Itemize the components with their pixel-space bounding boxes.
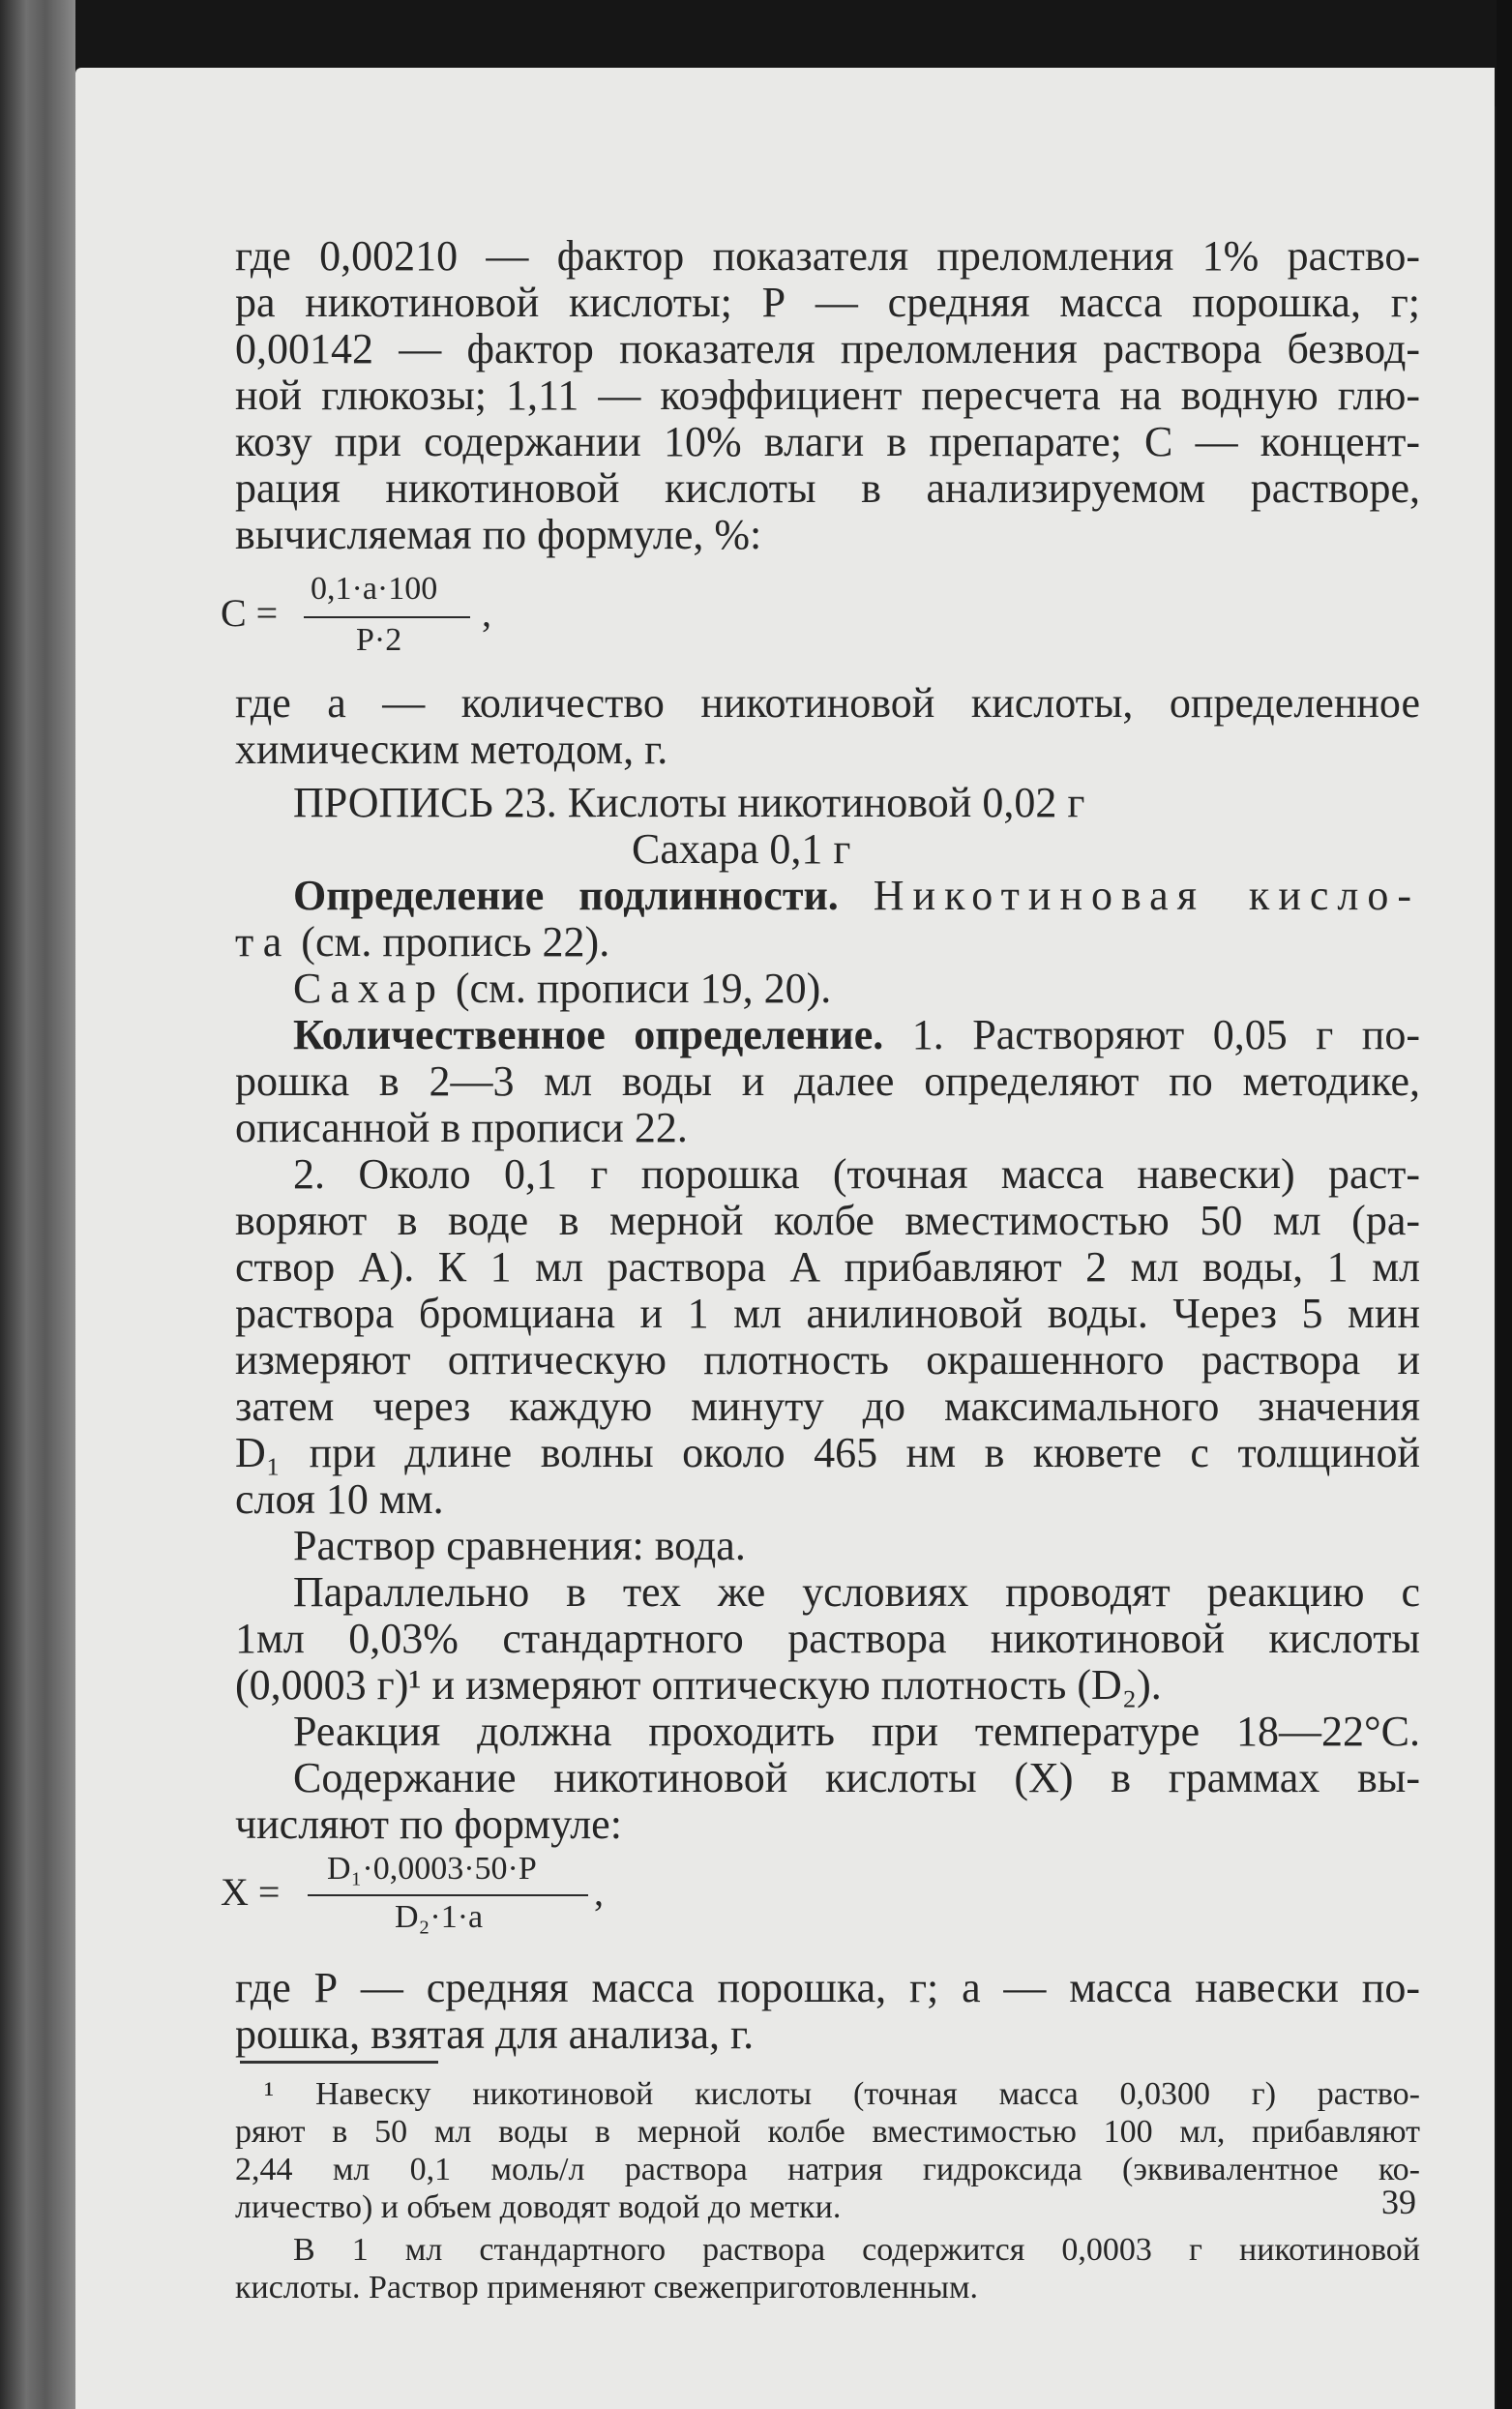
footnote-line: В 1 мл стандартного раствора содержится 0,0003 г никотиновой bbox=[293, 2232, 1420, 2268]
scan-border-right bbox=[1497, 0, 1512, 2409]
formula-lhs: Х = bbox=[221, 1870, 281, 1914]
text-line: козу при содержании 10% влаги в препарате; С — концент- bbox=[235, 418, 1420, 465]
text-line: воряют в воде в мерной колбе вместимостью 50 мл (ра- bbox=[235, 1197, 1420, 1244]
text-line: рация никотиновой кислоты в анализируемом растворе, bbox=[235, 464, 1420, 512]
text-line: 0,00142 — фактор показателя преломления раствора безвод- bbox=[235, 325, 1420, 372]
text-line: числяют по формуле: bbox=[235, 1800, 622, 1848]
footnote-line: кислоты. Раствор применяют свежеприготовленным. bbox=[235, 2270, 978, 2305]
text-line: где 0,00210 — фактор показателя преломления 1% раство- bbox=[235, 232, 1420, 280]
auth-line bbox=[235, 918, 1420, 967]
book-page bbox=[75, 68, 1495, 2409]
formula-lhs: С = bbox=[221, 591, 279, 635]
text-line: Раствор сравнения: вода. bbox=[293, 1522, 746, 1569]
text-line: где а — количество никотиновой кислоты, определенное bbox=[235, 679, 1420, 727]
text-line: описанной в прописи 22. bbox=[235, 1104, 688, 1151]
formula-numerator: D₁·0,0003·50·Р bbox=[327, 1851, 537, 1887]
text-line: где Р — средняя масса порошка, г; а — масса навески по- bbox=[235, 1964, 1420, 2011]
sugar-word: Сахар bbox=[293, 965, 445, 1012]
text-line: ной глюкозы; 1,11 — коэффициент пересчета на водную глю- bbox=[235, 372, 1420, 419]
footnote-line: ¹ Навеску никотиновой кислоты (точная масса 0,0300 г) раство- bbox=[264, 2076, 1420, 2112]
fraction-bar bbox=[304, 616, 470, 618]
page-number: 39 bbox=[1381, 2183, 1416, 2221]
text-line: раствора бромциана и 1 мл анилиновой воды. Через 5 мин bbox=[235, 1290, 1420, 1337]
text-line: химическим методом, г. bbox=[235, 726, 668, 773]
text-line: створ А). К 1 мл раствора А прибавляют 2 мл воды, 1 мл bbox=[235, 1243, 1420, 1291]
text-line: затем через каждую минуту до максимального значения bbox=[235, 1383, 1420, 1430]
text-line: Параллельно в тех же условиях проводят реакцию с bbox=[293, 1568, 1420, 1616]
text-line: D₁ при длине волны около 465 нм в кювете с толщиной bbox=[235, 1429, 1420, 1476]
auth-substance-end: та bbox=[235, 918, 291, 966]
auth-ref: (см. пропись 22). bbox=[301, 918, 610, 966]
text-line: 1мл 0,03% стандартного раствора никотиновой кислоты bbox=[235, 1615, 1420, 1662]
auth-line bbox=[293, 872, 1420, 920]
auth-heading: Определение подлинности. bbox=[293, 872, 839, 919]
recipe-line: Сахара 0,1 г bbox=[632, 825, 851, 873]
sugar-ref: (см. прописи 19, 20). bbox=[455, 965, 832, 1012]
formula-tail: , bbox=[482, 591, 491, 635]
quant-line bbox=[293, 1011, 1420, 1059]
text-line: рошка в 2—3 мл воды и далее определяют по методике, bbox=[235, 1057, 1420, 1105]
recipe-line: ПРОПИСЬ 23. Кислоты никотиновой 0,02 г bbox=[293, 779, 1085, 826]
text-line: Содержание никотиновой кислоты (Х) в граммах вы- bbox=[293, 1754, 1420, 1801]
quant-heading: Количественное определение. bbox=[293, 1011, 884, 1058]
formula-denominator: Р·2 bbox=[356, 622, 402, 658]
text-line: Реакция должна проходить при температуре 18—22°С. bbox=[293, 1708, 1420, 1755]
text-line: вычисляемая по формуле, %: bbox=[235, 511, 762, 558]
footnote-line: 2,44 мл 0,1 моль/л раствора натрия гидроксида (эквивалентное ко- bbox=[235, 2152, 1420, 2187]
text-line: 2. Около 0,1 г порошка (точная масса навески) раст- bbox=[293, 1150, 1420, 1198]
formula-tail: , bbox=[594, 1870, 604, 1914]
book-spine-shadow bbox=[0, 0, 75, 2409]
text-line: слоя 10 мм. bbox=[235, 1475, 444, 1523]
text-line: ра никотиновой кислоты; Р — средняя масса порошка, г; bbox=[235, 279, 1420, 326]
text-line: (0,0003 г)¹ и измеряют оптическую плотность (D₂). bbox=[235, 1661, 1162, 1709]
text-line: рошка, взятая для анализа, г. bbox=[235, 2010, 755, 2058]
footnote-rule bbox=[240, 2061, 438, 2064]
formula-numerator: 0,1·а·100 bbox=[311, 571, 438, 607]
fraction-bar bbox=[308, 1894, 588, 1896]
quant-text: 1. Растворяют 0,05 г по- bbox=[911, 1011, 1420, 1058]
auth-substance: Никотиновая кисло- bbox=[873, 872, 1420, 919]
formula-denominator: D₂·1·а bbox=[395, 1899, 484, 1935]
footnote-line: личество) и объем доводят водой до метки. bbox=[235, 2189, 842, 2225]
auth-line bbox=[293, 965, 1478, 1013]
footnote-line: ряют в 50 мл воды в мерной колбе вместимостью 100 мл, прибавляют bbox=[235, 2114, 1420, 2150]
text-line: измеряют оптическую плотность окрашенного раствора и bbox=[235, 1336, 1420, 1383]
